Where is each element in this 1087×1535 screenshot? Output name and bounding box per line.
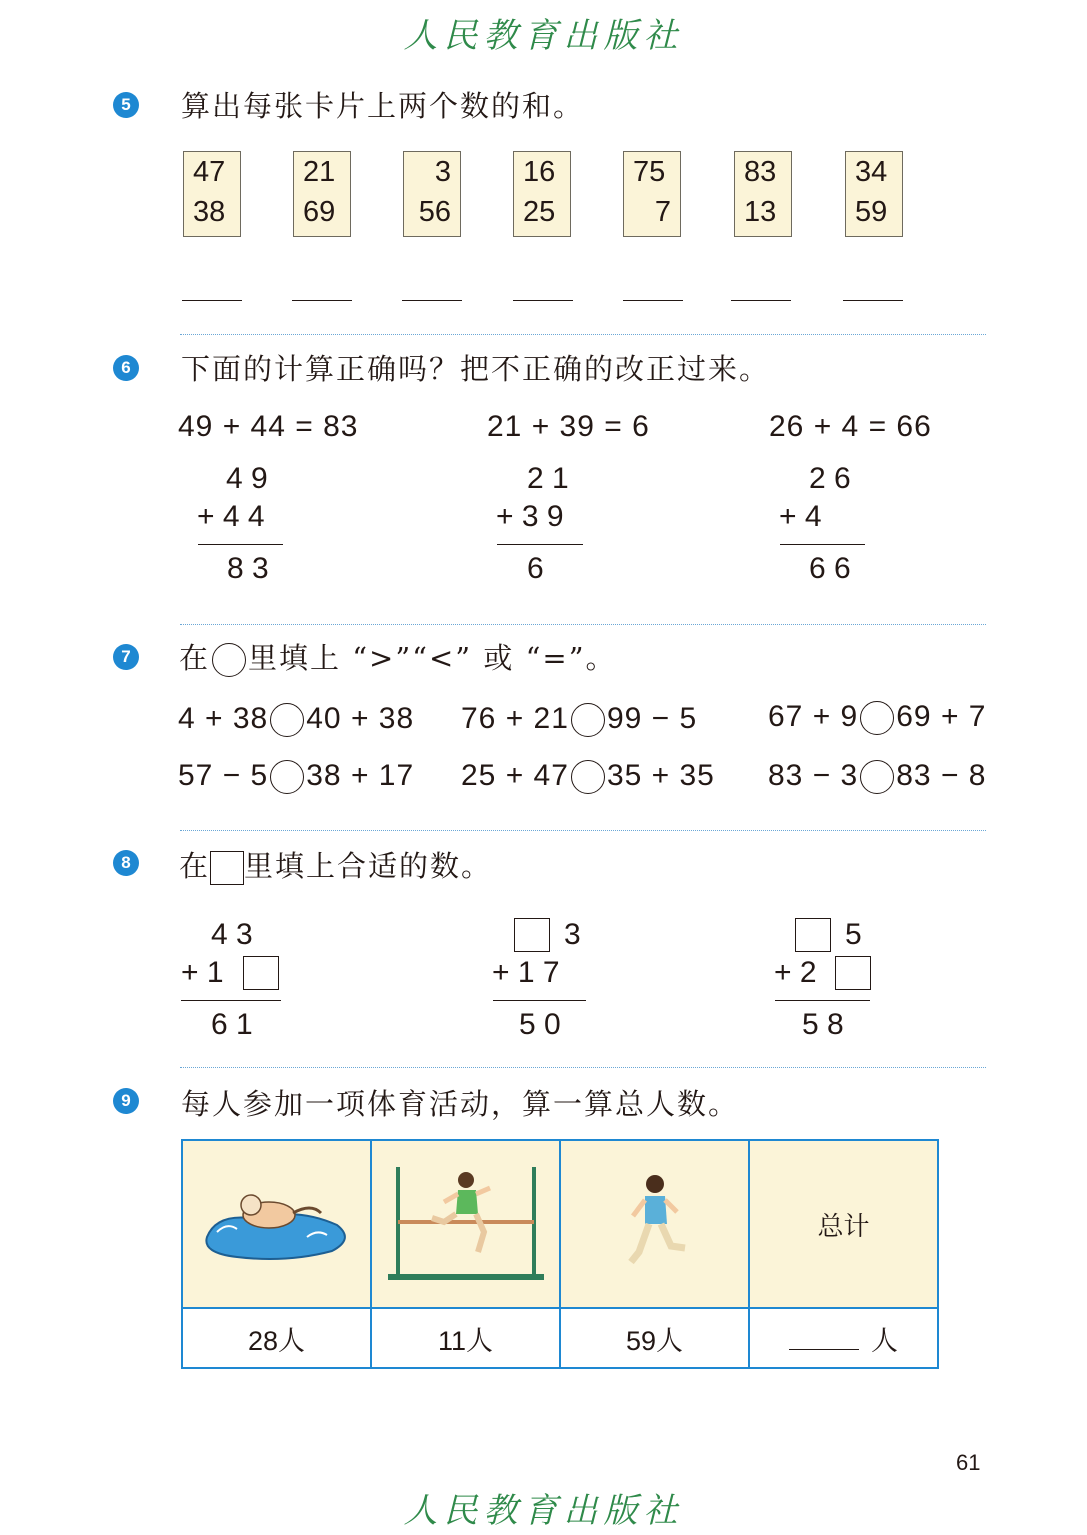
number-card: 21 69 (293, 151, 351, 237)
total-answer-cell[interactable] (749, 1308, 938, 1368)
compare-item: 25 + 47 35 + 35 (461, 759, 715, 794)
running-cell (560, 1140, 749, 1308)
section-divider (180, 624, 986, 625)
compare-item: 76 + 21 99 − 5 (461, 702, 697, 737)
compare-circle[interactable] (571, 760, 605, 794)
section-divider (180, 334, 986, 335)
vertical-row: 2 6 (809, 462, 851, 495)
question-5-text: 算出每张卡片上两个数的和。 (181, 89, 585, 123)
vertical-row: + 4 4 (197, 500, 265, 533)
vertical-line (775, 1000, 870, 1001)
number-card: 47 38 (183, 151, 241, 237)
question-6-text: 下面的计算正确吗？把不正确的改正过来。 (181, 352, 771, 386)
vertical-line (181, 1000, 281, 1001)
runner-icon (615, 1172, 695, 1272)
compare-item: 67 + 9 69 + 7 (768, 700, 987, 735)
number-card: 34 59 (845, 151, 903, 237)
question-number-5: 5 (113, 92, 139, 118)
total-unit: 人 (871, 1325, 898, 1356)
activity-table (181, 1139, 939, 1369)
compare-circle[interactable] (860, 701, 894, 735)
vertical-row: + 2 (774, 956, 817, 989)
fill-box[interactable] (243, 956, 279, 990)
swimming-cell (182, 1140, 371, 1308)
count-cell: 59人 (560, 1308, 749, 1368)
compare-circle[interactable] (270, 703, 304, 737)
total-label-cell (749, 1140, 938, 1308)
count-cell: 28人 (182, 1308, 371, 1368)
vertical-row: + 1 (181, 956, 224, 989)
equation: 26 + 4 = 66 (769, 410, 932, 443)
vertical-row: + 1 7 (492, 956, 560, 989)
hurdle-cell (371, 1140, 560, 1308)
vertical-row: 6 (527, 552, 544, 585)
question-number-8: 8 (113, 850, 139, 876)
page-number: 61 (956, 1450, 981, 1475)
section-divider (180, 830, 986, 831)
compare-circle[interactable] (860, 760, 894, 794)
vertical-row: 5 8 (802, 1008, 844, 1041)
answer-blank[interactable] (292, 300, 352, 301)
compare-item: 57 − 5 38 + 17 (178, 759, 414, 794)
vertical-row: 4 3 (211, 918, 253, 951)
vertical-row: + 3 9 (496, 500, 564, 533)
vertical-row: 2 1 (527, 462, 569, 495)
number-card: 75 7 (623, 151, 681, 237)
number-card: 3 56 (403, 151, 461, 237)
answer-blank[interactable] (843, 300, 903, 301)
vertical-line (493, 1000, 586, 1001)
fill-box[interactable] (835, 956, 871, 990)
vertical-line (497, 544, 583, 545)
fill-box[interactable] (514, 918, 550, 952)
question-7-text: 在 里填上 “>”“<” 或 “=”。 (179, 641, 617, 675)
circle-blank-icon (212, 643, 246, 677)
publisher-header: 人民教育出版社 (403, 16, 684, 56)
vertical-row: 5 (845, 918, 862, 951)
vertical-row: 6 1 (211, 1008, 253, 1041)
compare-item: 83 − 3 83 − 8 (768, 759, 987, 794)
answer-blank[interactable] (402, 300, 462, 301)
vertical-row: 5 0 (519, 1008, 561, 1041)
vertical-row: 4 9 (226, 462, 268, 495)
equation: 49 + 44 = 83 (178, 410, 359, 443)
number-card: 16 25 (513, 151, 571, 237)
number-card: 83 13 (734, 151, 792, 237)
count-cell: 11人 (371, 1308, 560, 1368)
swimmer-icon (197, 1177, 357, 1267)
section-divider (180, 1067, 986, 1068)
question-number-6: 6 (113, 355, 139, 381)
hurdler-icon (386, 1162, 546, 1282)
compare-circle[interactable] (270, 760, 304, 794)
compare-item: 4 + 38 40 + 38 (178, 702, 414, 737)
question-8-text: 在 里填上合适的数。 (179, 849, 493, 883)
equation: 21 + 39 = 6 (487, 410, 650, 443)
vertical-row: 6 6 (809, 552, 851, 585)
question-9-text: 每人参加一项体育活动，算一算总人数。 (181, 1087, 740, 1121)
total-label: 总计 (817, 1211, 870, 1242)
question-number-9: 9 (113, 1088, 139, 1114)
square-blank-icon (210, 851, 244, 885)
publisher-footer: 人民教育出版社 (403, 1491, 684, 1531)
fill-box[interactable] (795, 918, 831, 952)
answer-blank[interactable] (731, 300, 791, 301)
vertical-row: 8 3 (227, 552, 269, 585)
vertical-line (780, 544, 865, 545)
vertical-row: 3 (564, 918, 581, 951)
compare-circle[interactable] (571, 703, 605, 737)
vertical-row: + 4 (779, 500, 822, 533)
total-answer-blank[interactable] (789, 1327, 859, 1350)
answer-blank[interactable] (182, 300, 242, 301)
question-number-7: 7 (113, 644, 139, 670)
answer-blank[interactable] (623, 300, 683, 301)
vertical-line (198, 544, 283, 545)
answer-blank[interactable] (513, 300, 573, 301)
